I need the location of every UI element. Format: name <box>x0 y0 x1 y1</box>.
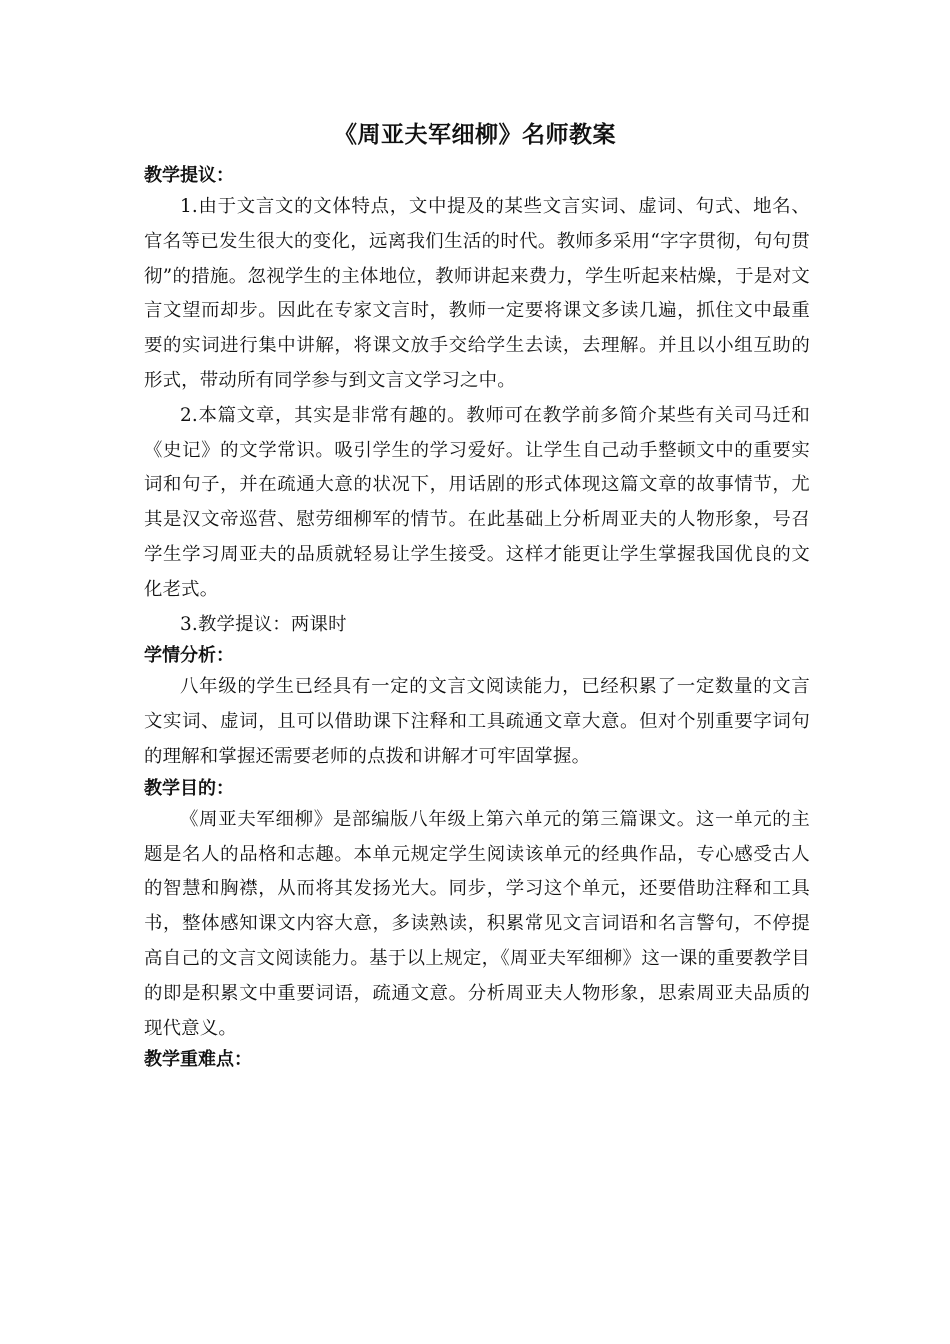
section-heading: 学情分析： <box>144 645 234 667</box>
paragraph: 八年级的学生已经具有一定的文言文阅读能力，已经积累了一定数量的文言文实词、虚词，且可以借助课下注释和工具疏通文章大意。但对个别重要字词句的理解和掌握还需要老师的点拨和讲解才可牢固掌握。 <box>144 676 810 767</box>
paragraph: 2.本篇文章，其实是非常有趣的。教师可在教学前多简介某些有关司马迁和《史记》的文学常识。吸引学生的学习爱好。让学生自己动手整顿文中的重要实词和句子，并在疏通大意的状况下，用话剧的形式体现这篇文章的故事情节，尤其是汉文帝巡营、慰劳细柳军的情节。在此基础上分析周亚夫的人物形象，号召学生学习周亚夫的品质就轻易让学生接受。这样才能更让学生掌握我国优良的文化老式。 <box>144 404 810 600</box>
section-heading: 教学重难点： <box>144 1049 252 1071</box>
paragraph: 3.教学提议：两课时 <box>180 613 347 635</box>
section-heading: 教学提议： <box>144 165 234 186</box>
document-body <box>144 162 810 1074</box>
paragraph: 1.由于文言文的文体特点，文中提及的某些文言实词、虚词、句式、地名、官名等已发生很大的变化，远离我们生活的时代。教师多采用“字字贯彻，句句贯彻”的措施。忽视学生的主体地位，教师讲起来费力，学生听起来枯燥，于是对文言文望而却步。因此在专家文言时，教师一定要将课文多读几遍，抓住文中最重要的实词进行集中讲解，将课文放手交给学生去读，去理解。并且以小组互助的形式，带动所有同学参与到文言文学习之中。 <box>144 196 810 391</box>
section-heading: 教学目的： <box>144 777 234 799</box>
section-teaching-objectives <box>144 775 810 1047</box>
section-teaching-suggestions <box>144 162 810 642</box>
paragraph: 《周亚夫军细柳》是部编版八年级上第六单元的第三篇课文。这一单元的主题是名人的品格和志趣。本单元规定学生阅读该单元的经典作品，专心感受古人的智慧和胸襟，从而将其发扬光大。同步，学习这个单元，还要借助注释和工具书，整体感知课文内容大意，多读熟读，积累常见文言词语和名言警句，不停提高自己的文言文阅读能力。基于以上规定，《周亚夫军细柳》这一课的重要教学目的即是积累文中重要词语，疏通文意。分析周亚夫人物形象，思索周亚夫品质的现代意义。 <box>144 808 810 1039</box>
document-title: 《周亚夫军细柳》名师教案 <box>334 122 616 148</box>
section-key-difficulties <box>144 1046 810 1074</box>
section-student-analysis <box>144 642 810 774</box>
